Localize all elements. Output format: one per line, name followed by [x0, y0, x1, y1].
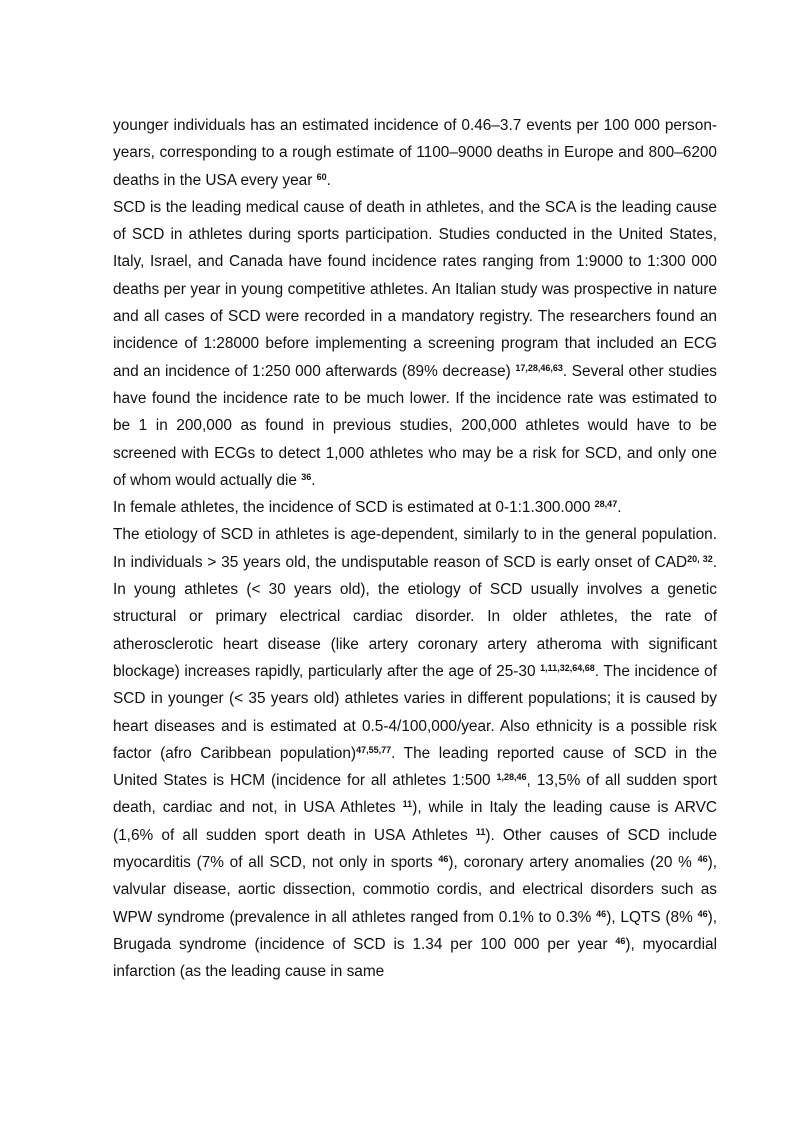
text-run: .: [326, 171, 331, 189]
citation-reference: 46: [438, 854, 449, 865]
citation-reference: 1,11,32,64,68: [540, 662, 595, 673]
text-run: ), LQTS (8%: [606, 908, 698, 926]
citation-reference: 11: [402, 799, 413, 810]
citation-reference: 36: [301, 471, 312, 482]
text-run: .: [311, 471, 316, 489]
text-run: ), coronary artery anomalies (20 %: [448, 854, 698, 872]
citation-reference: 46: [596, 908, 607, 919]
text-run: ), myocardial infarction (as the leading cause in same: [113, 935, 717, 981]
text-run: ), while in Italy the leading cause is ARVC (1,6% of all sudden sport death in USA Athletes: [113, 799, 717, 844]
citation-reference: 11: [475, 826, 486, 837]
text-run: ), valvular disease, aortic dissection, commotio cordis, and electrical disorders such as WPW syndrome (prevalence in all athletes ranged from 0.1% to 0.3%: [113, 854, 718, 926]
citation-reference: 17,28,46,63: [515, 362, 563, 373]
text-run: The etiology of SCD in athletes is age-dependent, similarly to in the general population. In individuals > 35 years old, the undisputable reason of SCD is early onset of CAD: [113, 526, 717, 571]
citation-reference: 20, 32: [687, 553, 713, 564]
document-body: [113, 112, 717, 986]
text-run: younger individuals has an estimated incidence of 0.46–3.7 events per 100 000 person-years, corresponding to a rough estimate of 1100–9000 deaths in Europe and 800–6200 deaths in the USA every year: [113, 117, 717, 189]
citation-reference: 60: [316, 171, 327, 182]
citation-reference: 1,28,46: [496, 772, 527, 783]
citation-reference: 47,55,77: [356, 744, 392, 755]
paragraph-incidence-general: [113, 112, 717, 194]
paragraph-female-athletes: [113, 494, 717, 521]
citation-reference: 46: [615, 935, 626, 946]
citation-reference: 46: [697, 854, 708, 865]
text-run: . Several other studies have found the incidence rate to be much lower. If the incidence rate was estimated to be 1 in 200,000 as found in previous studies, 200,000 athletes would have to be screened with ECGs to detect 1,000 athletes who may be a risk for SCD, and only one of whom would actually die: [113, 362, 717, 489]
text-run: ). Other causes of SCD include myocarditis (7% of all SCD, not only in sports: [113, 826, 718, 872]
text-run: In female athletes, the incidence of SCD is estimated at 0-1:1.300.000: [113, 499, 595, 517]
citation-reference: 28,47: [594, 499, 618, 510]
text-run: . The incidence of SCD in younger (< 35 years old) athletes varies in different populations; it is caused by heart diseases and is estimated at 0.5-4/100,000/year. Also ethnicity is a possible risk factor (afro Caribbean population): [113, 662, 717, 762]
paragraph-etiology: [113, 521, 717, 985]
paragraph-incidence-athletes: [113, 194, 717, 494]
text-run: SCD is the leading medical cause of death in athletes, and the SCA is the leading cause of SCD in athletes during sports participation. Studies conducted in the United States, Italy, Israel, and Canada have found incidence rates ranging from 1:9000 to 1:300 000 deaths per year in young competitive athletes. An Italian study was prospective in nature and all cases of SCD were recorded in a mandatory registry. The researchers found an incidence of 1:28000 before implementing a screening program that included an ECG and an incidence of 1:250 000 afterwards (89% decrease): [113, 198, 717, 380]
citation-reference: 46: [697, 908, 708, 919]
text-run: ), Brugada syndrome (incidence of SCD is 1.34 per 100 000 per year: [113, 908, 717, 953]
text-run: , 13,5% of all sudden sport death, cardiac and not, in USA Athletes: [113, 772, 717, 817]
text-run: .: [617, 499, 622, 517]
text-run: . The leading reported cause of SCD in the United States is HCM (incidence for all athletes 1:500: [113, 744, 718, 790]
text-run: . In young athletes (< 30 years old), the etiology of SCD usually involves a genetic structural or primary electrical cardiac disorder. In older athletes, the rate of atherosclerotic heart disease (like artery coronary artery atheroma with significant blockage) increases rapidly, particularly after the age of 25-30: [113, 553, 717, 680]
